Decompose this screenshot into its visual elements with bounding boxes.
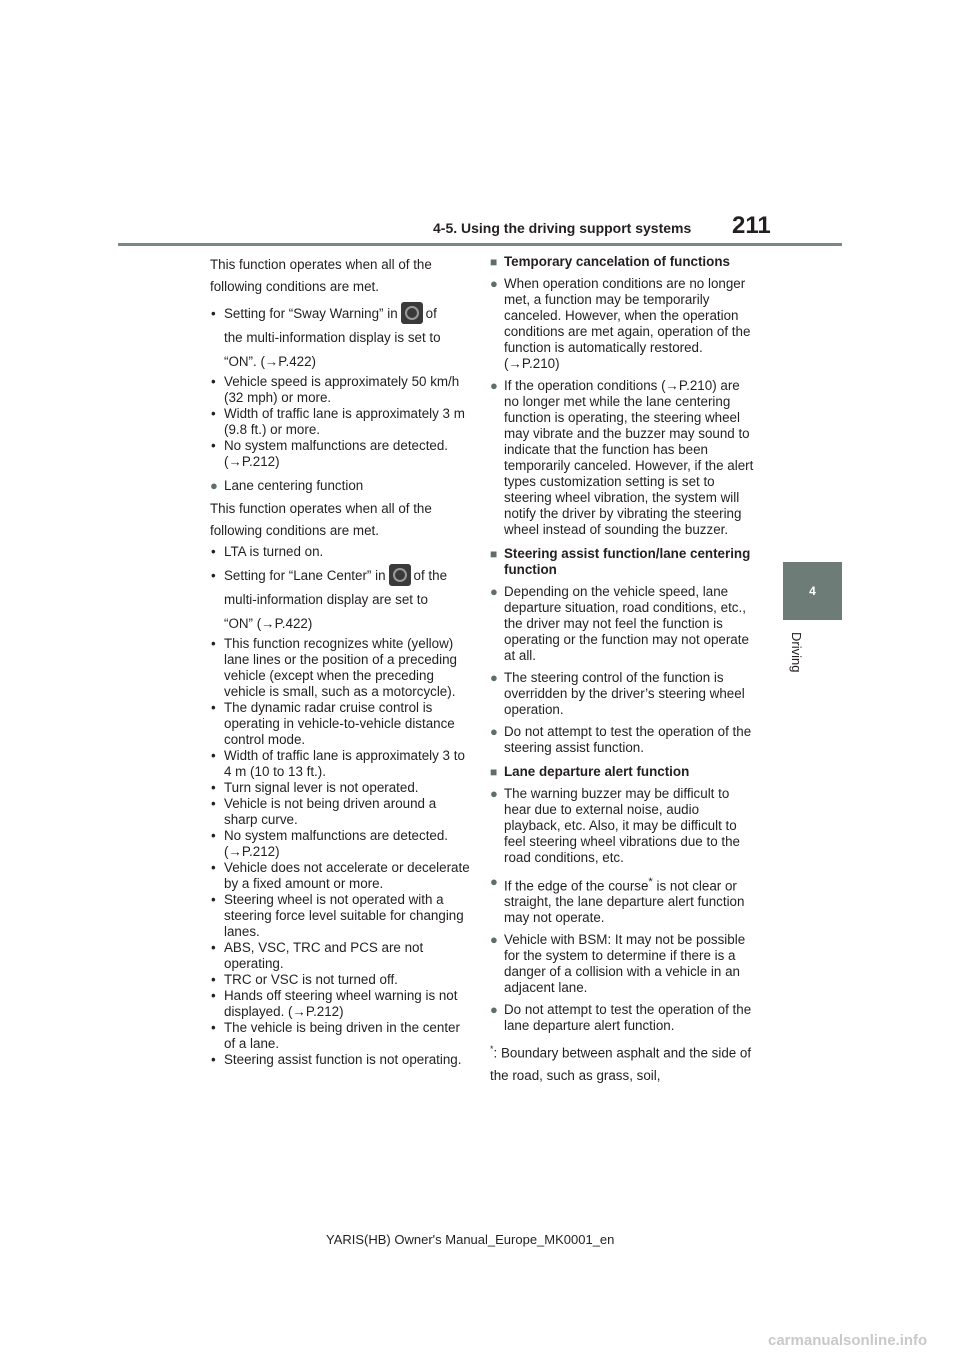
header-divider (118, 243, 842, 246)
footnote (490, 1038, 758, 1086)
list-item (490, 378, 758, 538)
lane-center-text: Setting for “Lane Center” in (224, 568, 386, 583)
list-item: • This function recognizes white (yellow) lane lines or the position of a preceding vehicle (except when the preceding vehicle is small, such as a motorcycle). (210, 636, 472, 700)
circle-bullet-icon: ● (490, 378, 498, 393)
gear-icon (401, 302, 423, 324)
watermark: carmanualsonline.info (768, 1332, 928, 1349)
list-item: • Turn signal lever is not operated. (210, 780, 472, 796)
list-item-text: When operation conditions are no longer met, a function may be temporarily canceled. However, when the operation conditions are met again, operation of the function is automatically restored. (→P.210) (504, 276, 751, 371)
list-item: • Vehicle does not accelerate or decelerate by a fixed amount or more. (210, 860, 472, 892)
lane-center-condition (210, 564, 472, 636)
steering-assist-heading-row (490, 546, 758, 578)
temp-cancel-heading-row (490, 254, 758, 270)
list-item: • Steering assist function is not operating. (210, 1052, 472, 1068)
edge-text: If the edge of the course (504, 878, 649, 894)
intro-paragraph: This function operates when all of the following conditions are met. (210, 501, 432, 538)
lane-center-post: of the (413, 568, 448, 583)
right-column (490, 254, 758, 1087)
steering-assist-heading: Steering assist function/lane centering function (504, 546, 751, 577)
list-item-text (504, 874, 758, 926)
square-bullet-icon: ■ (490, 547, 498, 561)
square-bullet-icon: ■ (490, 765, 498, 779)
list-item (490, 670, 758, 718)
list-item (490, 932, 758, 996)
list-item: • No system malfunctions are detected. (→P.212) (210, 828, 472, 860)
circle-bullet-icon: ● (210, 478, 218, 493)
footnote-marker: * (490, 1044, 494, 1055)
list-item-text: The steering control of the function is overridden by the driver’s steering wheel operation. (504, 670, 745, 717)
lane-departure-heading: Lane departure alert function (504, 764, 690, 779)
chapter-number: 4 (809, 584, 816, 598)
list-item (490, 276, 758, 372)
list-item: • ABS, VSC, TRC and PCS are not operating. (210, 940, 472, 972)
list-item (490, 874, 758, 926)
list-item-text: Depending on the vehicle speed, lane departure situation, road conditions, etc., the driver may not feel the function is operating or the function may not operate at all. (504, 584, 749, 663)
chapter-tab (783, 562, 842, 620)
list-item: • Vehicle speed is approximately 50 km/h (32 mph) or more. (210, 374, 472, 406)
edge-text-cont: is not clear or straight, the lane departure alert function may not operate. (504, 878, 745, 926)
list-item: • Hands off steering wheel warning is not displayed. (→P.212) (210, 988, 472, 1020)
footnote-text: : Boundary between asphalt and the side of the road, such as grass, soil, (490, 1045, 752, 1083)
circle-bullet-icon: ● (490, 670, 498, 685)
list-item-text: The warning buzzer may be difficult to hear due to external noise, audio playback, etc. Also, it may be difficult to feel steering wheel vibrations due to the road conditions, etc. (504, 786, 740, 865)
lane-centering-heading: Lane centering function (224, 478, 364, 493)
list-item: • The dynamic radar cruise control is operating in vehicle-to-vehicle distance control mode. (210, 700, 472, 748)
lane-centering-heading-row (210, 478, 472, 494)
list-item-text: Do not attempt to test the operation of the lane departure alert function. (504, 1002, 752, 1034)
sway-warning-condition (210, 302, 472, 374)
circle-bullet-icon: ● (490, 584, 498, 599)
list-item-text: Do not attempt to test the operation of the steering assist function. (504, 724, 752, 755)
circle-bullet-icon: ● (490, 724, 498, 739)
list-item (490, 584, 758, 664)
section-title: 4-5. Using the driving support systems (433, 220, 692, 236)
lane-departure-heading-row (490, 764, 758, 780)
list-item (490, 724, 758, 756)
page-number: 211 (732, 212, 771, 239)
list-item: • Vehicle is not being driven around a sharp curve. (210, 796, 472, 828)
circle-bullet-icon: ● (490, 276, 498, 291)
sway-setting-cont: the multi-information display is set to (224, 330, 441, 345)
list-item: • Width of traffic lane is approximately 3 to 4 m (10 to 13 ft.). (210, 748, 472, 780)
circle-bullet-icon: ● (490, 932, 498, 948)
circle-bullet-icon: ● (490, 1002, 498, 1018)
footnote-ref: * (648, 876, 653, 888)
list-item (490, 786, 758, 866)
left-column (210, 254, 472, 1068)
list-item: • TRC or VSC is not turned off. (210, 972, 472, 988)
gear-icon (389, 564, 411, 586)
chapter-label: Driving (789, 632, 804, 673)
lane-center-cont: multi-information display are set to (224, 592, 428, 607)
sway-setting-ref: “ON”. (→P.422) (224, 354, 317, 369)
circle-bullet-icon: ● (490, 874, 498, 889)
list-item: • Steering wheel is not operated with a steering force level suitable for changing lanes. (210, 892, 472, 940)
temp-cancel-heading: Temporary cancelation of functions (504, 254, 730, 269)
list-item: • LTA is turned on. (210, 544, 472, 560)
list-item-text: Vehicle with BSM: It may not be possible for the system to determine if there is a danger of a collision with a vehicle in an adjacent lane. (504, 932, 746, 996)
list-item-text: If the operation conditions (→P.210) are no longer met while the lane centering function is operating, the steering wheel may vibrate and the buzzer may sound to indicate that the function has been temporarily canceled. However, if the alert types customization setting is set to steering wheel vibration, the system will notify the driver by vibrating the steering wheel instead of sounding the buzzer. (504, 378, 754, 537)
list-item: • Width of traffic lane is approximately 3 m (9.8 ft.) or more. (210, 406, 472, 438)
intro-paragraph: This function operates when all of the following conditions are met. (210, 257, 432, 294)
manual-id-footer: YARIS(HB) Owner's Manual_Europe_MK0001_en (326, 1232, 615, 1247)
list-item (490, 1002, 758, 1034)
list-item: • The vehicle is being driven in the center of a lane. (210, 1020, 472, 1052)
square-bullet-icon: ■ (490, 255, 498, 269)
sway-setting-text: Setting for “Sway Warning” in (224, 306, 398, 321)
lane-center-ref: “ON” (→P.422) (224, 616, 313, 631)
circle-bullet-icon: ● (490, 786, 498, 801)
list-item: • No system malfunctions are detected. (→P.212) (210, 438, 472, 470)
sway-setting-post: of (425, 306, 437, 321)
